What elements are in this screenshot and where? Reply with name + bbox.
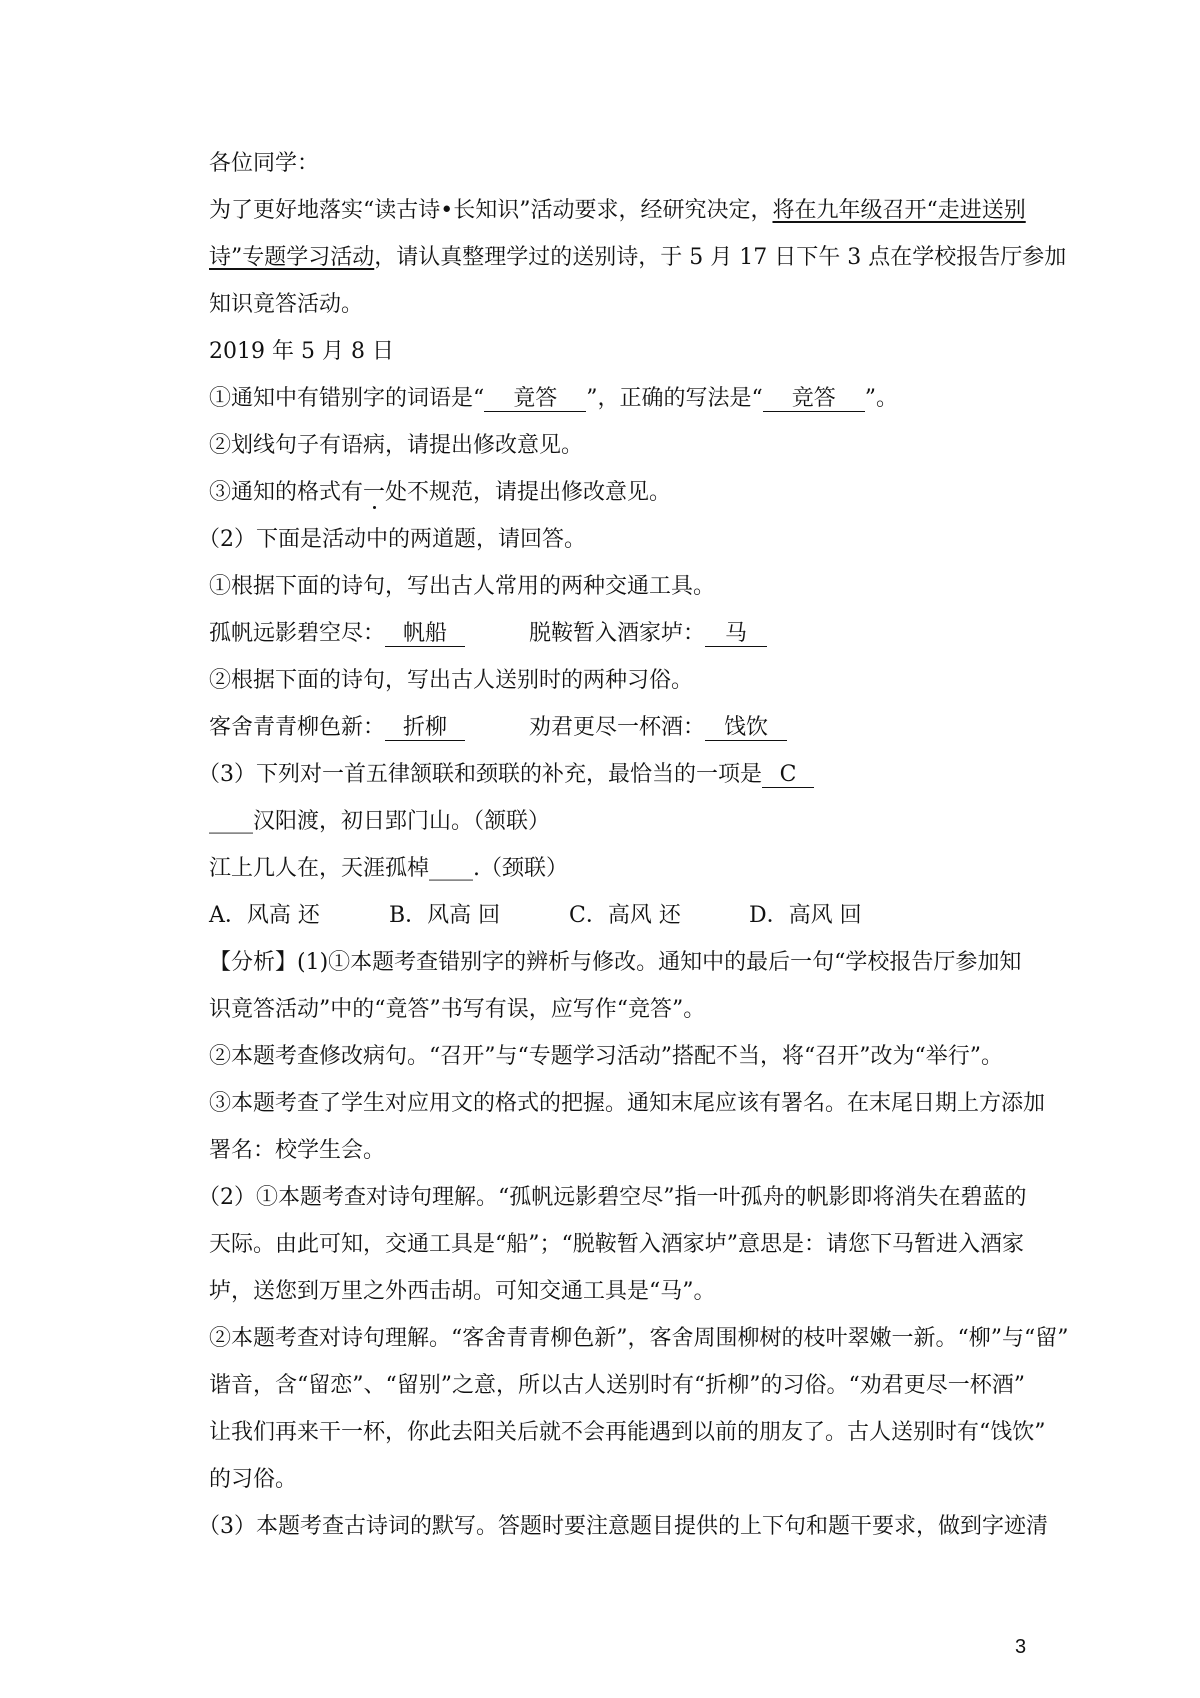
answer-blank: 马 [705, 621, 767, 647]
answer-blank: C [762, 762, 814, 788]
notice-line-2: 诗”专题学习活动，请认真整理学过的送别诗，于 5 月 17 日下午 3 点在学校报告厅参加 [209, 245, 1067, 270]
answer-blank: 竞答 [763, 386, 865, 412]
q3-options [209, 902, 1029, 930]
analysis-p4-line-2: 天际。由此可知，交通工具是“船”；“脱鞍暂入酒家垆”意思是：请您下马暂进入酒家 [209, 1232, 1024, 1257]
analysis-p5-line-2: 谐音，含“留恋”、“留别”之意，所以古人送别时有“折柳”的习俗。“劝君更尽一杯酒” [209, 1373, 1025, 1398]
analysis-p4-line-1: （2）①本题考查对诗句理解。“孤帆远影碧空尽”指一叶孤舟的帆影即将消失在碧蓝的 [198, 1185, 1027, 1210]
analysis-p5-line-1: ②本题考查对诗句理解。“客舍青青柳色新”，客舍周围柳树的枝叶翠嫩一新。“柳”与“留” [209, 1326, 1069, 1351]
greeting: 各位同学： [209, 151, 320, 176]
page-number: 3 [1015, 1636, 1027, 1658]
faulty-sentence-part-1: 将在九年级召开“走进送别 [772, 198, 1026, 223]
q3-heading: （3）下列对一首五律颔联和颈联的补充，最恰当的一项是 C [198, 761, 1029, 789]
page-content [198, 150, 1069, 1560]
q1-item-2: ②划线句子有语病，请提出修改意见。 [209, 433, 584, 458]
notice-line-3: 知识竟答活动。 [209, 292, 364, 317]
answer-blank: 饯饮 [705, 715, 787, 741]
option-d: D．高风 回 [749, 903, 862, 928]
emphasis-dot-char: 一 [363, 480, 386, 505]
q1-item-3: ③通知的格式有一处不规范，请提出修改意见。 [209, 480, 672, 505]
analysis-p6-line-1: （3）本题考查古诗词的默写。答题时要注意题目提供的上下句和题干要求，做到字迹清 [198, 1514, 1048, 1539]
faulty-sentence-part-2: 诗”专题学习活动 [209, 245, 375, 270]
q2-sub-1: ①根据下面的诗句，写出古人常用的两种交通工具。 [209, 574, 716, 599]
notice-date: 2019 年 5 月 8 日 [209, 339, 394, 364]
q1-item-1: ①通知中有错别字的词语是“ 竟答 ”，正确的写法是“ 竞答 ”。 [209, 386, 898, 411]
q2-line-customs: 客舍青青柳色新： 折柳 劝君更尽一杯酒： 饯饮 [209, 714, 1029, 742]
q2-sub-2: ②根据下面的诗句，写出古人送别时的两种习俗。 [209, 668, 694, 693]
analysis-p2: ②本题考查修改病句。“召开”与“专题学习活动”搭配不当，将“召开”改为“举行”。 [209, 1044, 1003, 1069]
q2-heading: （2）下面是活动中的两道题，请回答。 [198, 527, 586, 552]
answer-blank: 竟答 [484, 386, 586, 412]
analysis-p3-line-2: 署名：校学生会。 [209, 1138, 386, 1163]
q3-poem-line-1: ____汉阳渡，初日郢门山。（颔联） [209, 809, 551, 834]
q3-poem-line-2: 江上几人在，天涯孤棹____.（颈联） [209, 856, 569, 881]
option-b: B．风高 回 [389, 903, 501, 928]
analysis-p3-line-1: ③本题考查了学生对应用文的格式的把握。通知末尾应该有署名。在末尾日期上方添加 [209, 1091, 1046, 1116]
analysis-p4-line-3: 垆，送您到万里之外西击胡。可知交通工具是“马”。 [209, 1279, 716, 1304]
option-a: A．风高 还 [209, 903, 320, 928]
q2-line-transport: 孤帆远影碧空尽： 帆船 脱鞍暂入酒家垆： 马 [209, 620, 1029, 648]
analysis-p5-line-4: 的习俗。 [209, 1467, 298, 1492]
notice-line-1: 为了更好地落实“读古诗•长知识”活动要求，经研究决定，将在九年级召开“走进送别 [209, 198, 1026, 223]
analysis-p1-line-2: 识竟答活动”中的“竟答”书写有误，应写作“竞答”。 [209, 997, 706, 1022]
analysis-p5-line-3: 让我们再来干一杯，你此去阳关后就不会再能遇到以前的朋友了。古人送别时有“饯饮” [209, 1420, 1046, 1445]
option-c: C．高风 还 [569, 903, 681, 928]
analysis-p1-line-1: 【分析】(1)①本题考查错别字的辨析与修改。通知中的最后一句“学校报告厅参加知 [209, 950, 1022, 975]
answer-blank: 帆船 [385, 621, 465, 647]
answer-blank: 折柳 [385, 715, 465, 741]
